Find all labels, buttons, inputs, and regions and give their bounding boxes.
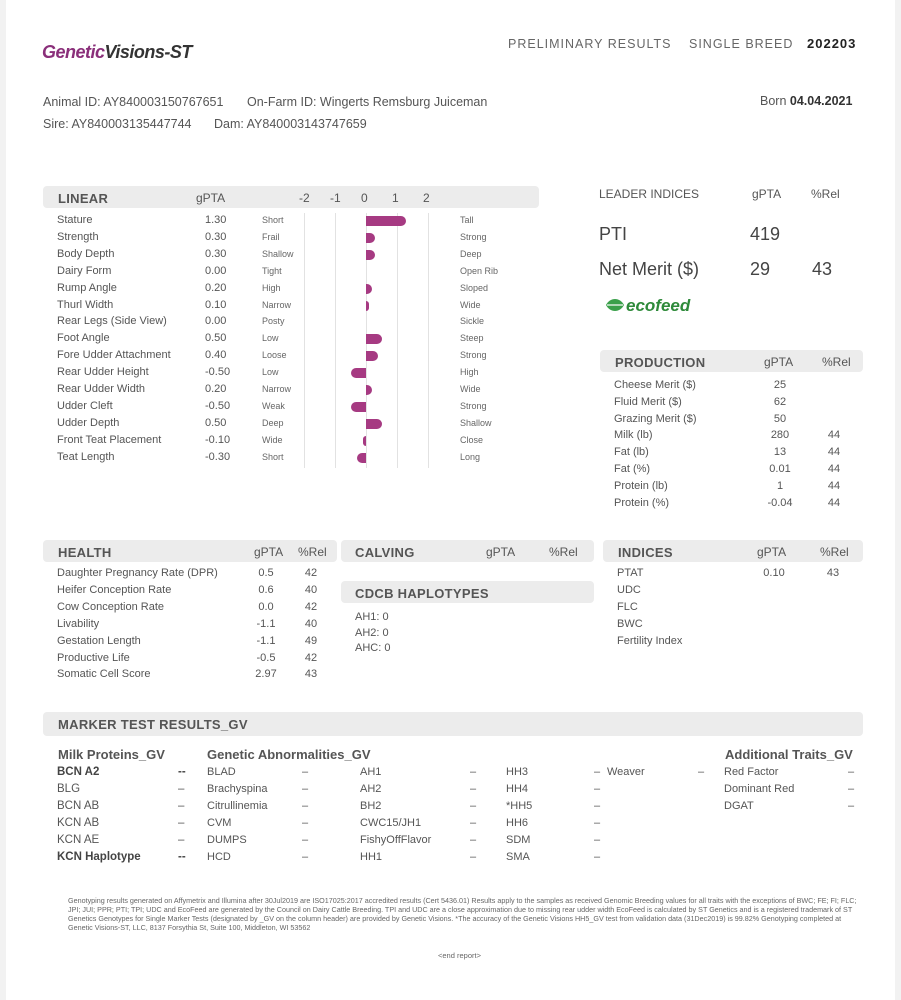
indices-row-name: BWC	[617, 618, 643, 630]
linear-high-label: Wide	[460, 384, 481, 394]
production-row-name: Grazing Merit ($)	[614, 412, 697, 425]
marker-trait-value: –	[178, 817, 185, 829]
health-row-name: Gestation Length	[57, 634, 141, 647]
born-label: Born	[760, 94, 787, 108]
pti-value: 419	[750, 224, 781, 244]
health-row-rel: 40	[304, 617, 318, 630]
linear-trait-name: Body Depth	[57, 247, 115, 260]
production-gpta-header: gPTA	[764, 355, 794, 369]
linear-low-label: Frail	[262, 231, 280, 242]
marker-trait-value: –	[594, 766, 601, 778]
marker-trait-value: –	[470, 766, 477, 778]
linear-trait-value: 1.30	[205, 214, 227, 226]
linear-high-label: Deep	[460, 248, 482, 259]
health-row-rel: 42	[304, 600, 318, 613]
marker-trait-value: –	[594, 851, 601, 863]
production-row-value: 25	[773, 379, 787, 391]
production-row-rel: 44	[827, 479, 841, 492]
linear-low-label: Short	[262, 451, 284, 462]
production-row-name: Fat (%)	[614, 463, 651, 475]
linear-high-label: Sloped	[460, 282, 489, 293]
marker-trait-name: HH3	[506, 766, 529, 778]
marker-trait-name: BCN AB	[57, 800, 100, 812]
production-row-name: Fluid Merit ($)	[614, 395, 682, 408]
marker-trait-value: --	[178, 766, 186, 778]
linear-bar	[351, 368, 367, 378]
production-row-rel: 44	[827, 446, 841, 459]
linear-trait-name: Teat Length	[57, 450, 115, 463]
linear-trait-value: -0.30	[205, 450, 231, 463]
indices-gpta-header: gPTA	[757, 545, 787, 559]
leaf-icon	[604, 297, 626, 313]
marker-trait-name: HH1	[360, 851, 383, 863]
leader-rel-header: %Rel	[811, 187, 840, 201]
marker-trait-name: HCD	[207, 851, 231, 863]
production-row-name: Milk (lb)	[614, 429, 653, 442]
production-row-value: 62	[773, 395, 787, 408]
haplotype-row: AH1: 0	[355, 611, 389, 623]
production-row-value: 1	[776, 479, 784, 492]
gridline	[304, 213, 305, 468]
linear-trait-value: 0.30	[205, 230, 227, 243]
marker-trait-name: Citrullinemia	[207, 800, 268, 812]
linear-low-label: Loose	[262, 350, 287, 361]
linear-bar	[351, 402, 367, 412]
linear-bar	[366, 301, 369, 311]
linear-high-label: Tall	[460, 215, 474, 225]
marker-trait-name: KCN Haplotype	[57, 851, 141, 863]
health-row-name: Somatic Cell Score	[57, 668, 151, 681]
marker-trait-value: –	[302, 851, 309, 863]
report-number: 202203	[807, 36, 857, 51]
health-gpta-header: gPTA	[254, 545, 284, 559]
linear-bar	[366, 385, 372, 395]
linear-trait-value: 0.50	[205, 332, 227, 345]
health-row-value: -1.1	[256, 617, 276, 630]
linear-low-label: Wide	[262, 434, 283, 445]
linear-trait-name: Front Teat Placement	[57, 433, 162, 446]
health-row-value: 0.0	[258, 600, 274, 613]
marker-trait-name: KCN AB	[57, 817, 100, 829]
linear-low-label: Low	[262, 333, 279, 344]
ecofeed-text: ecofeed	[626, 296, 691, 315]
marker-trait-value: –	[302, 783, 309, 795]
linear-trait-name: Rump Angle	[57, 281, 117, 294]
marker-trait-value: –	[848, 783, 855, 795]
linear-trait-name: Stature	[57, 214, 93, 226]
linear-trait-name: Dairy Form	[57, 264, 112, 277]
marker-trait-name: Dominant Red	[724, 783, 795, 795]
production-row-value: 280	[770, 429, 790, 442]
linear-high-label: Open Rib	[460, 265, 499, 276]
production-rel-header: %Rel	[822, 355, 851, 369]
linear-high-label: Strong	[460, 350, 487, 361]
footer-disclaimer: Genotyping results generated on Affymetrix and Illumina after 30Jul2019 are ISO17025:2017 accredited results (Cert 5436.01) Results apply to the samples as received Genomic Breeding values for all traits with the exceptions of BWC; FE; FI; FLC; JPI; JUI; PPR; PTI; TPI; UDC and EcoFeed are generated by the Council on Dairy Cattle Breeding. TPI and UDC are a close approximation due to missing rear udder width EcoFeed is calculated by ST Genetics and is a registered trademark of ST Genetics Genotypes for Single Marker Tests (designated by _GV on the column header) are provided by Genetic Visions. *The accuracy of the Genetic Visions HH5_GV test from validation data (31Dec2019) is 99.82% Genotyping completed at Genetic Visions-ST, LLC, 8137 Forsythia St, Suite 100, Middleton, WI 53562	[68, 896, 857, 932]
linear-trait-value: 0.20	[205, 383, 227, 395]
linear-bar	[366, 351, 378, 361]
indices-row-rel: 43	[826, 567, 840, 579]
health-row-name: Productive Life	[57, 651, 130, 664]
scale-tick-label: 2	[423, 191, 430, 205]
health-row-rel: 42	[304, 567, 318, 579]
linear-high-label: Wide	[460, 299, 481, 310]
health-row-name: Daughter Pregnancy Rate (DPR)	[57, 567, 218, 579]
health-rel-header: %Rel	[298, 545, 327, 559]
production-row-name: Protein (%)	[614, 496, 670, 509]
marker-trait-value: –	[470, 834, 477, 846]
report-page	[6, 0, 895, 1000]
scale-tick-label: -1	[330, 191, 341, 205]
linear-high-label: Shallow	[460, 417, 492, 428]
health-row-value: -1.1	[256, 634, 276, 647]
linear-gpta-header: gPTA	[196, 191, 226, 205]
production-row-rel: 44	[827, 496, 841, 509]
linear-bar	[366, 233, 375, 243]
gridline	[428, 213, 429, 468]
haplotype-row: AHC: 0	[355, 642, 391, 654]
marker-trait-value: –	[848, 800, 855, 812]
indices-row-value: 0.10	[763, 567, 785, 579]
linear-trait-value: 0.00	[205, 264, 227, 277]
logo-text-visions: Visions-ST	[104, 42, 192, 62]
production-row-name: Cheese Merit ($)	[614, 379, 696, 391]
marker-trait-name: SDM	[506, 834, 531, 846]
linear-title: LINEAR	[58, 191, 109, 206]
marker-trait-value: –	[178, 800, 185, 812]
ecofeed-logo	[604, 296, 690, 316]
linear-high-label: Long	[460, 451, 481, 462]
marker-trait-value: --	[178, 851, 186, 863]
linear-trait-name: Foot Angle	[57, 332, 110, 345]
health-row-value: -0.5	[256, 651, 276, 664]
production-title: PRODUCTION	[615, 355, 706, 370]
production-row-rel: 44	[827, 429, 841, 442]
marker-trait-value: –	[594, 783, 601, 795]
marker-trait-name: HH4	[506, 783, 529, 795]
milk-proteins-title: Milk Proteins_GV	[58, 747, 165, 762]
linear-trait-value: -0.10	[205, 433, 231, 446]
linear-low-label: High	[262, 282, 281, 293]
logo	[42, 42, 192, 63]
linear-bar	[366, 419, 382, 429]
production-row-value: 0.01	[769, 463, 791, 475]
health-row-name: Cow Conception Rate	[57, 600, 165, 613]
linear-trait-value: 0.00	[205, 315, 227, 328]
genetic-abnormalities-title: Genetic Abnormalities_GV	[207, 747, 371, 762]
additional-traits-title: Additional Traits_GV	[725, 747, 853, 762]
marker-title: MARKER TEST RESULTS_GV	[58, 717, 248, 732]
linear-trait-value: 0.30	[205, 247, 227, 260]
calving-gpta-header: gPTA	[486, 545, 516, 559]
marker-trait-name: HH6	[506, 817, 529, 829]
indices-row-name: FLC	[617, 601, 638, 613]
marker-trait-name: Weaver	[607, 766, 645, 778]
linear-high-label: Close	[460, 434, 484, 445]
marker-trait-value: –	[698, 766, 705, 778]
marker-trait-name: SMA	[506, 851, 530, 863]
marker-trait-name: CWC15/JH1	[360, 817, 422, 829]
linear-trait-name: Rear Udder Height	[57, 366, 149, 379]
linear-trait-name: Thurl Width	[57, 298, 114, 311]
linear-high-label: Strong	[460, 231, 487, 242]
linear-header	[43, 186, 539, 208]
pti-label: PTI	[599, 224, 628, 244]
end-report: <end report>	[438, 951, 481, 960]
health-row-value: 0.6	[258, 583, 274, 596]
scale-tick-label: 1	[392, 191, 399, 205]
linear-trait-name: Rear Legs (Side View)	[57, 315, 167, 328]
production-row-value: 50	[773, 412, 787, 425]
on-farm-id: On-Farm ID: Wingerts Remsburg Juiceman	[247, 95, 488, 109]
health-row-value: 0.5	[258, 567, 274, 579]
marker-trait-name: AH1	[360, 766, 382, 778]
marker-trait-value: –	[178, 834, 185, 846]
production-row-name: Protein (lb)	[614, 479, 668, 492]
marker-trait-value: –	[470, 800, 477, 812]
haplotypes-title: CDCB HAPLOTYPES	[355, 586, 489, 601]
marker-trait-name: BH2	[360, 800, 382, 812]
linear-bar	[357, 453, 366, 463]
linear-trait-value: 0.10	[205, 298, 227, 311]
health-row-value: 2.97	[255, 668, 277, 681]
linear-low-label: Narrow	[262, 384, 292, 394]
calving-title: CALVING	[355, 545, 415, 560]
sire-id: Sire: AY840003135447744	[43, 117, 192, 131]
leader-title: LEADER INDICES	[599, 187, 700, 201]
linear-bar	[363, 436, 366, 446]
marker-trait-value: –	[302, 817, 309, 829]
indices-row-name: UDC	[617, 584, 641, 596]
marker-trait-name: Brachyspina	[207, 783, 268, 795]
marker-trait-name: AH2	[360, 783, 382, 795]
net-merit-rel: 43	[812, 259, 833, 279]
gridline	[397, 213, 398, 468]
linear-low-label: Low	[262, 367, 279, 378]
scale-tick-label: 0	[361, 191, 368, 205]
health-row-rel: 40	[304, 583, 318, 596]
animal-id: Animal ID: AY840003150767651	[43, 95, 224, 109]
linear-low-label: Weak	[262, 400, 285, 411]
leader-gpta-header: gPTA	[752, 187, 782, 201]
born-value: 04.04.2021	[789, 94, 853, 108]
logo-text-genetic: Genetic	[42, 42, 105, 62]
health-row-rel: 42	[304, 651, 318, 664]
linear-low-label: Shallow	[262, 248, 294, 259]
marker-trait-name: DUMPS	[207, 834, 247, 846]
linear-trait-value: -0.50	[205, 399, 231, 412]
marker-trait-name: Red Factor	[724, 766, 779, 778]
marker-trait-value: –	[470, 783, 477, 795]
indices-row-name: Fertility Index	[617, 635, 683, 647]
marker-trait-name: DGAT	[724, 800, 754, 812]
marker-trait-value: –	[594, 800, 601, 812]
linear-bar	[366, 284, 372, 294]
health-row-name: Livability	[57, 617, 100, 630]
linear-low-label: Deep	[262, 417, 284, 428]
calving-rel-header: %Rel	[549, 545, 578, 559]
linear-trait-name: Udder Depth	[57, 416, 120, 429]
linear-high-label: Sickle	[460, 316, 485, 327]
marker-trait-name: BCN A2	[57, 766, 100, 778]
linear-trait-name: Strength	[57, 230, 99, 243]
net-merit-label: Net Merit ($)	[599, 259, 700, 279]
linear-trait-value: -0.50	[205, 366, 231, 379]
marker-trait-value: –	[178, 783, 185, 795]
haplotype-row: AH2: 0	[355, 626, 389, 639]
linear-low-label: Tight	[262, 265, 282, 276]
born-date	[760, 94, 852, 108]
linear-bar	[366, 250, 375, 260]
marker-trait-name: FishyOffFlavor	[360, 834, 432, 846]
linear-bar	[366, 216, 406, 226]
marker-trait-name: CVM	[207, 817, 232, 829]
marker-trait-value: –	[594, 834, 601, 846]
marker-trait-value: –	[302, 800, 309, 812]
marker-trait-value: –	[302, 766, 309, 778]
indices-rel-header: %Rel	[820, 545, 849, 559]
marker-trait-value: –	[470, 851, 477, 863]
indices-row-name: PTAT	[617, 567, 644, 579]
indices-title: INDICES	[618, 545, 673, 560]
linear-low-label: Narrow	[262, 299, 292, 310]
linear-high-label: Strong	[460, 400, 487, 411]
linear-trait-value: 0.50	[205, 416, 227, 429]
linear-trait-name: Fore Udder Attachment	[57, 349, 171, 362]
production-row-value: -0.04	[767, 496, 793, 509]
breed-label: SINGLE BREED	[689, 37, 794, 51]
production-row-rel: 44	[827, 463, 841, 475]
linear-high-label: Steep	[460, 333, 484, 344]
marker-trait-value: –	[848, 766, 855, 778]
marker-trait-name: BLG	[57, 783, 81, 795]
marker-trait-value: –	[594, 817, 601, 829]
linear-high-label: High	[460, 367, 479, 378]
scale-tick-label: -2	[299, 191, 310, 205]
marker-trait-name: KCN AE	[57, 834, 100, 846]
linear-trait-value: 0.40	[205, 349, 227, 362]
preliminary-label: PRELIMINARY RESULTS	[508, 37, 672, 51]
marker-trait-value: –	[470, 817, 477, 829]
marker-trait-name: BLAD	[207, 766, 236, 778]
marker-trait-name: *HH5	[506, 800, 533, 812]
health-row-rel: 49	[304, 634, 318, 647]
linear-low-label: Posty	[262, 316, 285, 327]
linear-bar	[366, 334, 382, 344]
marker-trait-value: –	[302, 834, 309, 846]
linear-trait-name: Rear Udder Width	[57, 383, 146, 395]
gridline	[335, 213, 336, 468]
linear-trait-value: 0.20	[205, 281, 227, 294]
production-row-value: 13	[773, 446, 787, 459]
linear-low-label: Short	[262, 215, 284, 225]
health-row-rel: 43	[304, 668, 318, 681]
linear-trait-name: Udder Cleft	[57, 399, 113, 412]
net-merit-value: 29	[750, 259, 771, 279]
dam-id: Dam: AY840003143747659	[214, 117, 367, 131]
production-row-name: Fat (lb)	[614, 446, 649, 459]
health-row-name: Heifer Conception Rate	[57, 583, 172, 596]
health-title: HEALTH	[58, 545, 112, 560]
